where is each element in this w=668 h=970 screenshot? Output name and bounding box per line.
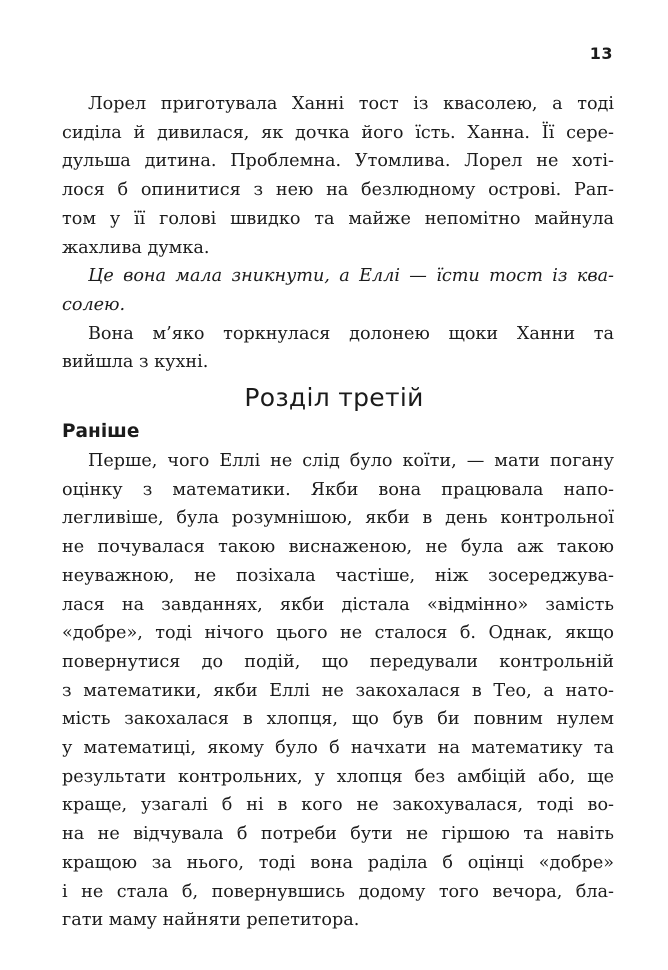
- text-line: дульша дитина. Проблемна. Утомлива. Лорел не хоті-: [62, 151, 614, 172]
- chapter-title: Розділ третій: [244, 383, 424, 412]
- text-line: том у її голові швидко та майже непомітно майнула: [62, 208, 614, 229]
- text-line: вийшла з кухні.: [62, 352, 209, 373]
- section-label: Раніше: [62, 421, 140, 442]
- text-line: Лорел приготувала Ханні тост із квасолею, а тоді: [88, 94, 614, 114]
- top-text-block: [62, 90, 614, 377]
- text-line: Вона м’яко торкнулася долонею щоки Ханни та: [88, 323, 614, 344]
- text-line: легливіше, була розумнішою, якби в день контрольної: [62, 508, 614, 529]
- italic-text-line: солею.: [62, 294, 126, 315]
- text-line: жахлива думка.: [62, 237, 210, 258]
- text-line: неуважною, не позіхала частіше, ніж зосереджува-: [62, 565, 614, 586]
- text-line: гати маму найняти репетитора.: [62, 910, 360, 931]
- italic-text-line: Це вона мала зникнути, а Еллі — їсти тост із ква-: [88, 266, 614, 287]
- text-line: не почувалася такою виснаженою, не була аж такою: [62, 537, 614, 558]
- text-line: «добре», тоді нічого цього не сталося б. Однак, якщо: [62, 623, 614, 644]
- text-line: оцінку з математики. Якби вона працювала напо-: [62, 479, 614, 500]
- text-line: лася на завданнях, якби дістала «відмінно» замість: [62, 594, 614, 615]
- text-line: сиділа й дивилася, як дочка його їсть. Ханна. Її сере-: [62, 122, 614, 143]
- text-line: результати контрольних, у хлопця без амбіцій або, ще: [62, 766, 614, 787]
- main-text-block: [62, 447, 614, 935]
- page-number: 13: [589, 44, 613, 63]
- text-line: повернутися до подій, що передували контрольній: [62, 651, 614, 672]
- text-line: лося б опинитися з нею на безлюдному острові. Рап-: [62, 180, 614, 201]
- text-line: Перше, чого Еллі не слід було коїти, — мати погану: [88, 451, 614, 471]
- text-line: краще, узагалі б ні в кого не закохувалася, тоді во-: [62, 795, 614, 816]
- text-line: мість закохалася в хлопця, що був би повним нулем: [62, 709, 614, 730]
- text-line: у математиці, якому було б начхати на математику та: [62, 738, 614, 759]
- text-line: і не стала б, повернувшись додому того вечора, бла-: [62, 881, 614, 902]
- text-line: з математики, якби Еллі не закохалася в Тео, а нато-: [62, 680, 614, 701]
- text-line: на не відчувала б потреби бути не гіршою та навіть: [62, 824, 614, 845]
- text-line: кращою за нього, тоді вона раділа б оцінці «добре»: [62, 852, 614, 873]
